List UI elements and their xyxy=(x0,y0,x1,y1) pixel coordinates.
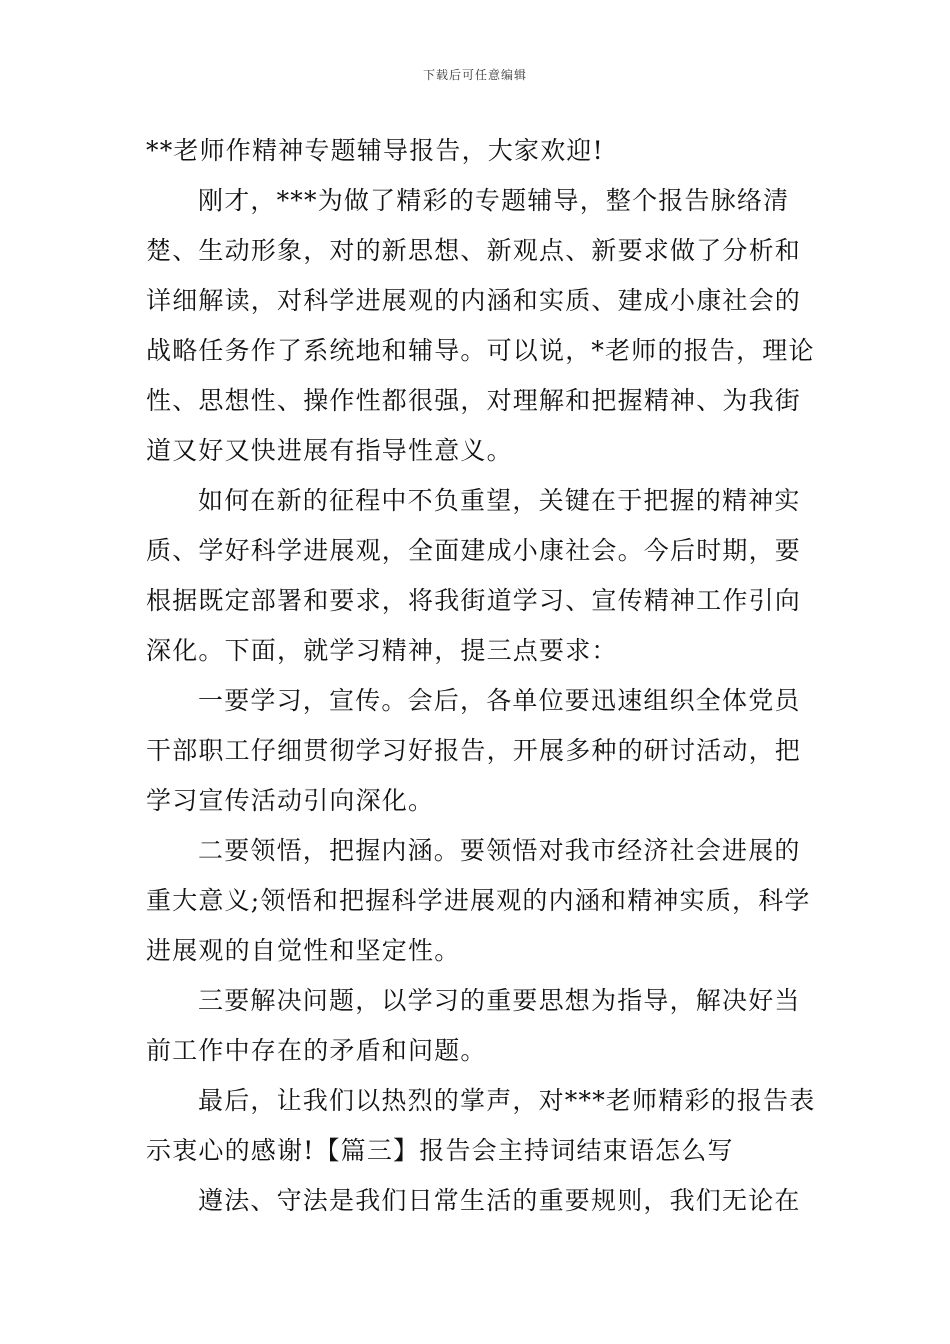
paragraph-6: 三要解决问题，以学习的重要思想为指导，解决好当前工作中存在的矛盾和问题。 xyxy=(146,986,801,1065)
header-note: 下载后可任意编辑 xyxy=(422,68,527,82)
paragraph-4: 一要学习，宣传。会后，各单位要迅速组织全体党员干部职工仔细贯彻学习好报告，开展多种的研讨活动，把学习宣传活动引向深化。 xyxy=(146,686,802,815)
paragraph-1: **老师作精神专题辅导报告，大家欢迎! xyxy=(146,136,604,165)
paragraph-7: 最后，让我们以热烈的掌声，对***老师精彩的报告表示衷心的感谢!【篇三】报告会主持词结束语怎么写 xyxy=(146,1086,816,1165)
document-body xyxy=(146,126,826,1226)
paragraph-2: 刚才，***为做了精彩的专题辅导，整个报告脉络清楚、生动形象，对的新思想、新观点、新要求做了分析和详细解读，对科学进展观的内涵和实质、建成小康社会的战略任务作了系统地和辅导。可以说，*老师的报告，理论性、思想性、操作性都很强，对理解和把握精神、为我街道又好又快进展有指导性意义。 xyxy=(146,186,815,465)
paragraph-5: 二要领悟，把握内涵。要领悟对我市经济社会进展的重大意义;领悟和把握科学进展观的内涵和精神实质，科学进展观的自觉性和坚定性。 xyxy=(146,836,811,965)
paragraph-8: 遵法、守法是我们日常生活的重要规则，我们无论在 xyxy=(198,1186,801,1215)
paragraph-3: 如何在新的征程中不负重望，关键在于把握的精神实质、学好科学进展观，全面建成小康社会。今后时期，要根据既定部署和要求，将我街道学习、宣传精神工作引向深化。下面，就学习精神，提三点要求： xyxy=(146,486,802,665)
